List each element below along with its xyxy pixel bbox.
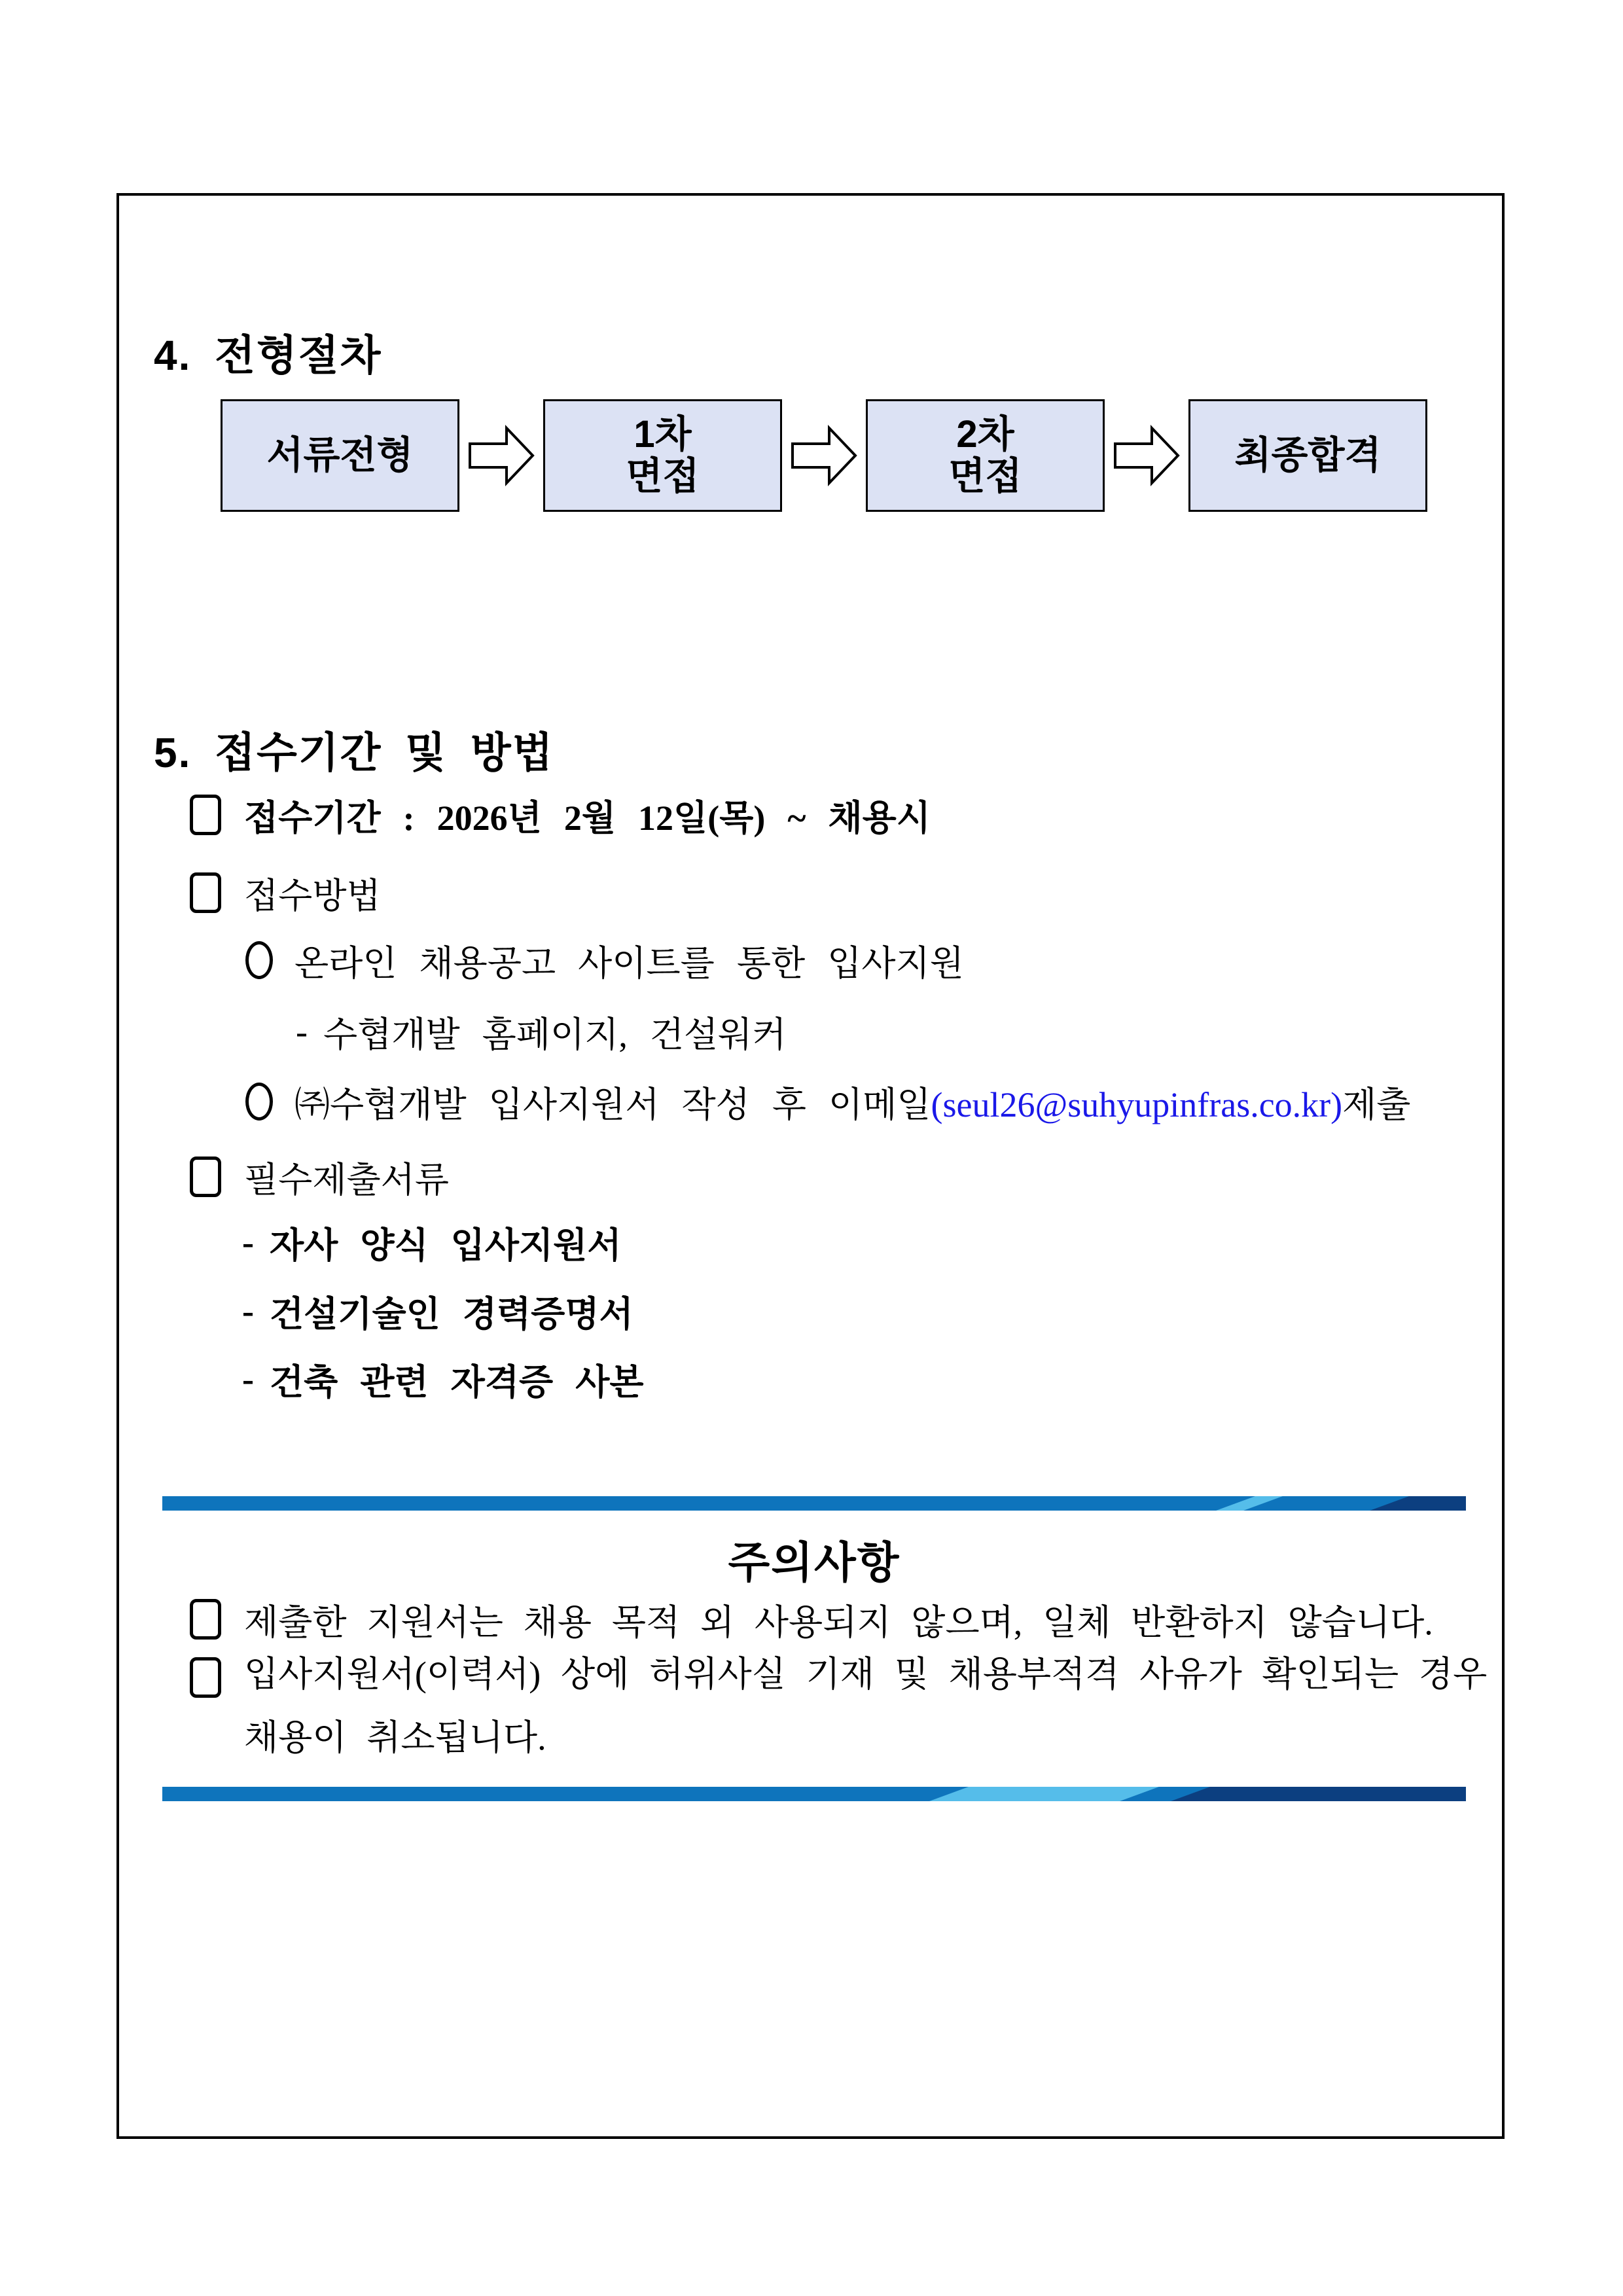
arrow-right-icon [467,424,536,487]
list-item-text: 온라인 채용공고 사이트를 통한 입사지원 [294,943,964,983]
flow-arrow-1 [459,424,543,487]
flow-step-label: 면접 [948,455,1022,497]
notice-item-false-statement [190,1643,1487,1770]
dash-bullet: - [242,1359,254,1399]
arrow-right-icon [1113,424,1181,487]
list-item-application-method [190,860,381,925]
notice-item-no-return [190,1587,1433,1652]
list-item-license-copy [242,1346,644,1412]
flow-step-label: 최종합격 [1234,434,1382,476]
checkbox-icon [190,1599,221,1640]
circle-bullet-icon [245,941,273,979]
list-item-email-submission [245,1069,1410,1134]
notice-top-bar [162,1496,1466,1511]
list-item-online-application [245,927,964,993]
flow-step-second-interview [866,399,1105,512]
dash-bullet: - [296,1012,308,1051]
list-item-text: 건설기술인 경력증명서 [269,1294,633,1334]
flow-step-label: 2차 [956,413,1014,456]
flow-arrow-2 [782,424,866,487]
list-item-application-form [242,1210,622,1275]
dash-bullet: - [242,1291,254,1331]
checkbox-icon [190,795,221,835]
email-text-after: 제출 [1342,1085,1411,1124]
notice-bottom-bar [162,1787,1466,1801]
section4-heading: 4. 전형절차 [154,332,382,379]
notice-item-line: 입사지원서(이력서) 상에 허위사실 기재 및 채용부적격 사유가 확인되는 경우 [244,1655,1488,1694]
list-item-text: 접수기간 : 2026년 2월 12일(목) ~ 채용시 [244,798,931,838]
selection-process-flow [221,399,1427,512]
arrow-right-icon [790,424,859,487]
flow-step-label: 서류전형 [266,434,414,476]
notice-item-text: 제출한 지원서는 채용 목적 외 사용되지 않으며, 일체 반환하지 않습니다. [244,1602,1433,1642]
list-item-homepage [296,999,787,1064]
flow-arrow-3 [1105,424,1188,487]
flow-step-first-interview [543,399,782,512]
email-text-before: ㈜수협개발 입사지원서 작성 후 이메일 [294,1085,931,1124]
checkbox-icon [190,1657,221,1698]
flow-step-label: 면접 [626,455,700,497]
circle-bullet-icon [245,1083,273,1121]
list-item-text: 건축 관련 자격증 사본 [269,1362,644,1402]
list-item-text: 자사 양식 입사지원서 [269,1225,622,1265]
list-item-text: 수협개발 홈페이지, 건설워커 [323,1014,787,1054]
notice-item-line: 채용이 취소됩니다. [244,1718,546,1757]
list-item-career-certificate [242,1278,633,1344]
flow-step-label: 1차 [633,413,692,456]
notice-heading: 주의사항 [728,1538,901,1587]
list-item-application-period [190,782,931,848]
dash-bullet: - [242,1223,254,1262]
email-link[interactable]: (seul26@suhyupinfras.co.kr) [931,1085,1343,1124]
flow-step-document-screening [221,399,459,512]
list-item-required-documents [190,1144,449,1210]
flow-step-final-pass [1188,399,1427,512]
notice-item-text [244,1643,1487,1770]
section5-heading: 5. 접수기간 및 방법 [154,729,554,776]
list-item-text: 필수제출서류 [244,1160,449,1200]
list-item-text: 접수방법 [244,876,381,916]
checkbox-icon [190,1157,221,1197]
list-item-text [294,1077,1410,1127]
checkbox-icon [190,872,221,913]
